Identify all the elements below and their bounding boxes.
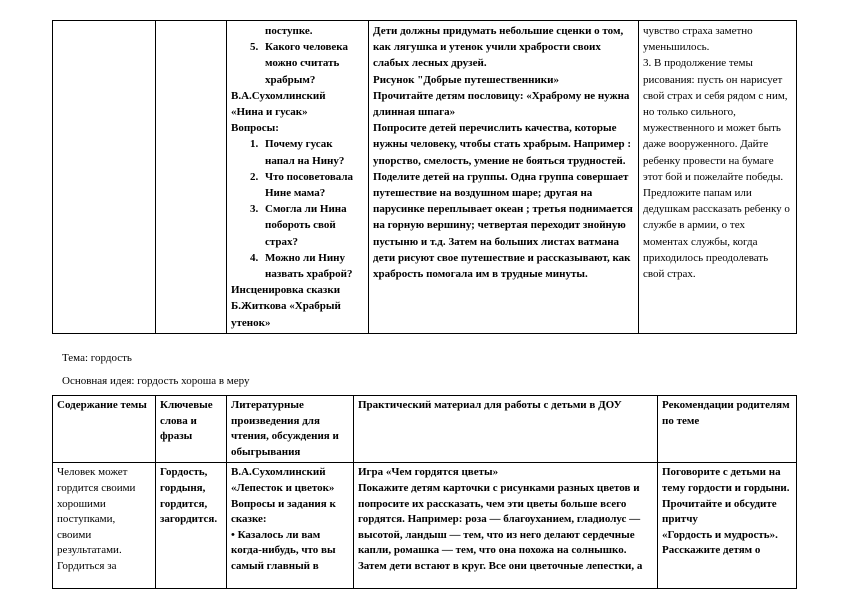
game-text: Покажите детям карточки с рисунками разных цветов и попросите их рассказать, чем эти цветы больше всего гордятся. Например: роза — благоуханием, гладиолус — высотой, ландыш — тем, что из него делают сердечные капли, ромашка — тем, что она похожа на солнышко. Затем дети встают в круг. Все они цветочные лепестки, а [358, 481, 643, 572]
content-cell: Человек может гордится своими хорошими поступками, своими результатами. Гордиться за [53, 463, 156, 589]
paragraph: Прочитайте детям пословицу: «Храброму не нужна длинная шпага» [373, 89, 630, 119]
main-idea-line: Основная идея: гордость хороша в меру [62, 375, 250, 387]
list-item: 1. Почему гусак напал на Нину? [261, 136, 364, 168]
header-practice: Практический материал для работы с детьми в ДОУ [354, 396, 658, 463]
header-content: Содержание темы [53, 396, 156, 463]
practice-cell [354, 463, 658, 589]
paragraph: Дети должны придумать небольшие сценки о том, как лягушка и утенок учили храбрости своих слабых лесных друзей. [373, 25, 624, 70]
topic-line: Тема: гордость [62, 352, 132, 364]
keywords-cell-empty [156, 21, 227, 334]
paragraph: Расскажите детям о [662, 544, 761, 557]
parents-cell [658, 463, 797, 589]
question-list [231, 136, 364, 282]
paragraph: Попросите детей перечислить качества, которые нужны человеку, чтобы стать храбрым. Например : упорство, смелость, умение не бояться трудностей. [373, 122, 632, 167]
parable-title: «Гордость и мудрость». [662, 528, 778, 541]
game-title: Игра «Чем гордятся цветы» [358, 466, 499, 479]
header-row [53, 396, 797, 463]
questions-label: Вопросы: [231, 122, 279, 135]
story-title: «Нина и гусак» [231, 106, 308, 119]
paragraph: чувство страха заметно уменьшилось. [643, 25, 753, 54]
story-title: «Лепесток и цветок» [231, 481, 335, 494]
staging-text: Инсценировка сказки Б.Житкова «Храбрый утенок» [231, 284, 341, 329]
literature-cell [227, 21, 369, 334]
table-row [53, 21, 797, 334]
parents-cell [639, 21, 797, 334]
table-row [53, 463, 797, 589]
paragraph: 3. В продолжение темы рисования: пусть он нарисует свой страх и себя рядом с ним, но только сильного, мужественного и может быть даже вооруженного. Дайте ребенку провести на бумаге этот бой и пожелайте победы. [643, 57, 788, 183]
questions-label: Вопросы и задания к сказке: [231, 497, 336, 526]
list-item: 4. Можно ли Нину назвать храброй? [261, 250, 364, 282]
bullet-item: • Казалось ли вам когда-нибудь, что вы самый главный в [231, 528, 336, 572]
question-list [231, 39, 364, 88]
header-keywords: Ключевые слова и фразы [156, 396, 227, 463]
list-item: 2. Что посоветовала Нине мама? [261, 169, 364, 201]
header-literature: Литературные произведения для чтения, обсуждения и обыгрывания [227, 396, 354, 463]
content-cell-empty [53, 21, 156, 334]
literature-cell [227, 463, 354, 589]
practice-cell [369, 21, 639, 334]
paragraph: Поговорите с детьми на тему гордости и гордыни. Прочитайте и обсудите притчу [662, 466, 790, 526]
list-item: 5. Какого человека можно считать храбрым? [261, 39, 364, 88]
author: В.А.Сухомлинский [231, 89, 326, 102]
paragraph: Предложите папам или дедушкам рассказать ребенку о службе в армии, о тех моментах службы, когда приходилось преодолевать свой страх. [643, 187, 790, 281]
pride-table [52, 395, 797, 589]
continued-table [52, 20, 797, 334]
list-item: 3. Смогла ли Нина побороть свой страх? [261, 201, 364, 250]
paragraph: Поделите детей на группы. Одна группа совершает путешествие на воздушном шаре; другая на парусинке переплывает океан ; третья поднимается на горную вершину; четвертая переходит знойную пустыню и т.д. Затем на больших листах ватмана дети рисуют свое путешествие и рассказывают, как храбрость помогала им в трудные минуты. [373, 170, 633, 281]
author: В.А.Сухомлинский [231, 466, 326, 479]
keywords-cell: Гордость, гордыня, гордится, загордится. [156, 463, 227, 589]
header-parents: Рекомендации родителям по теме [658, 396, 797, 463]
drawing-title: Рисунок "Добрые путешественники» [373, 73, 559, 86]
list-tail: поступке. [265, 25, 313, 37]
